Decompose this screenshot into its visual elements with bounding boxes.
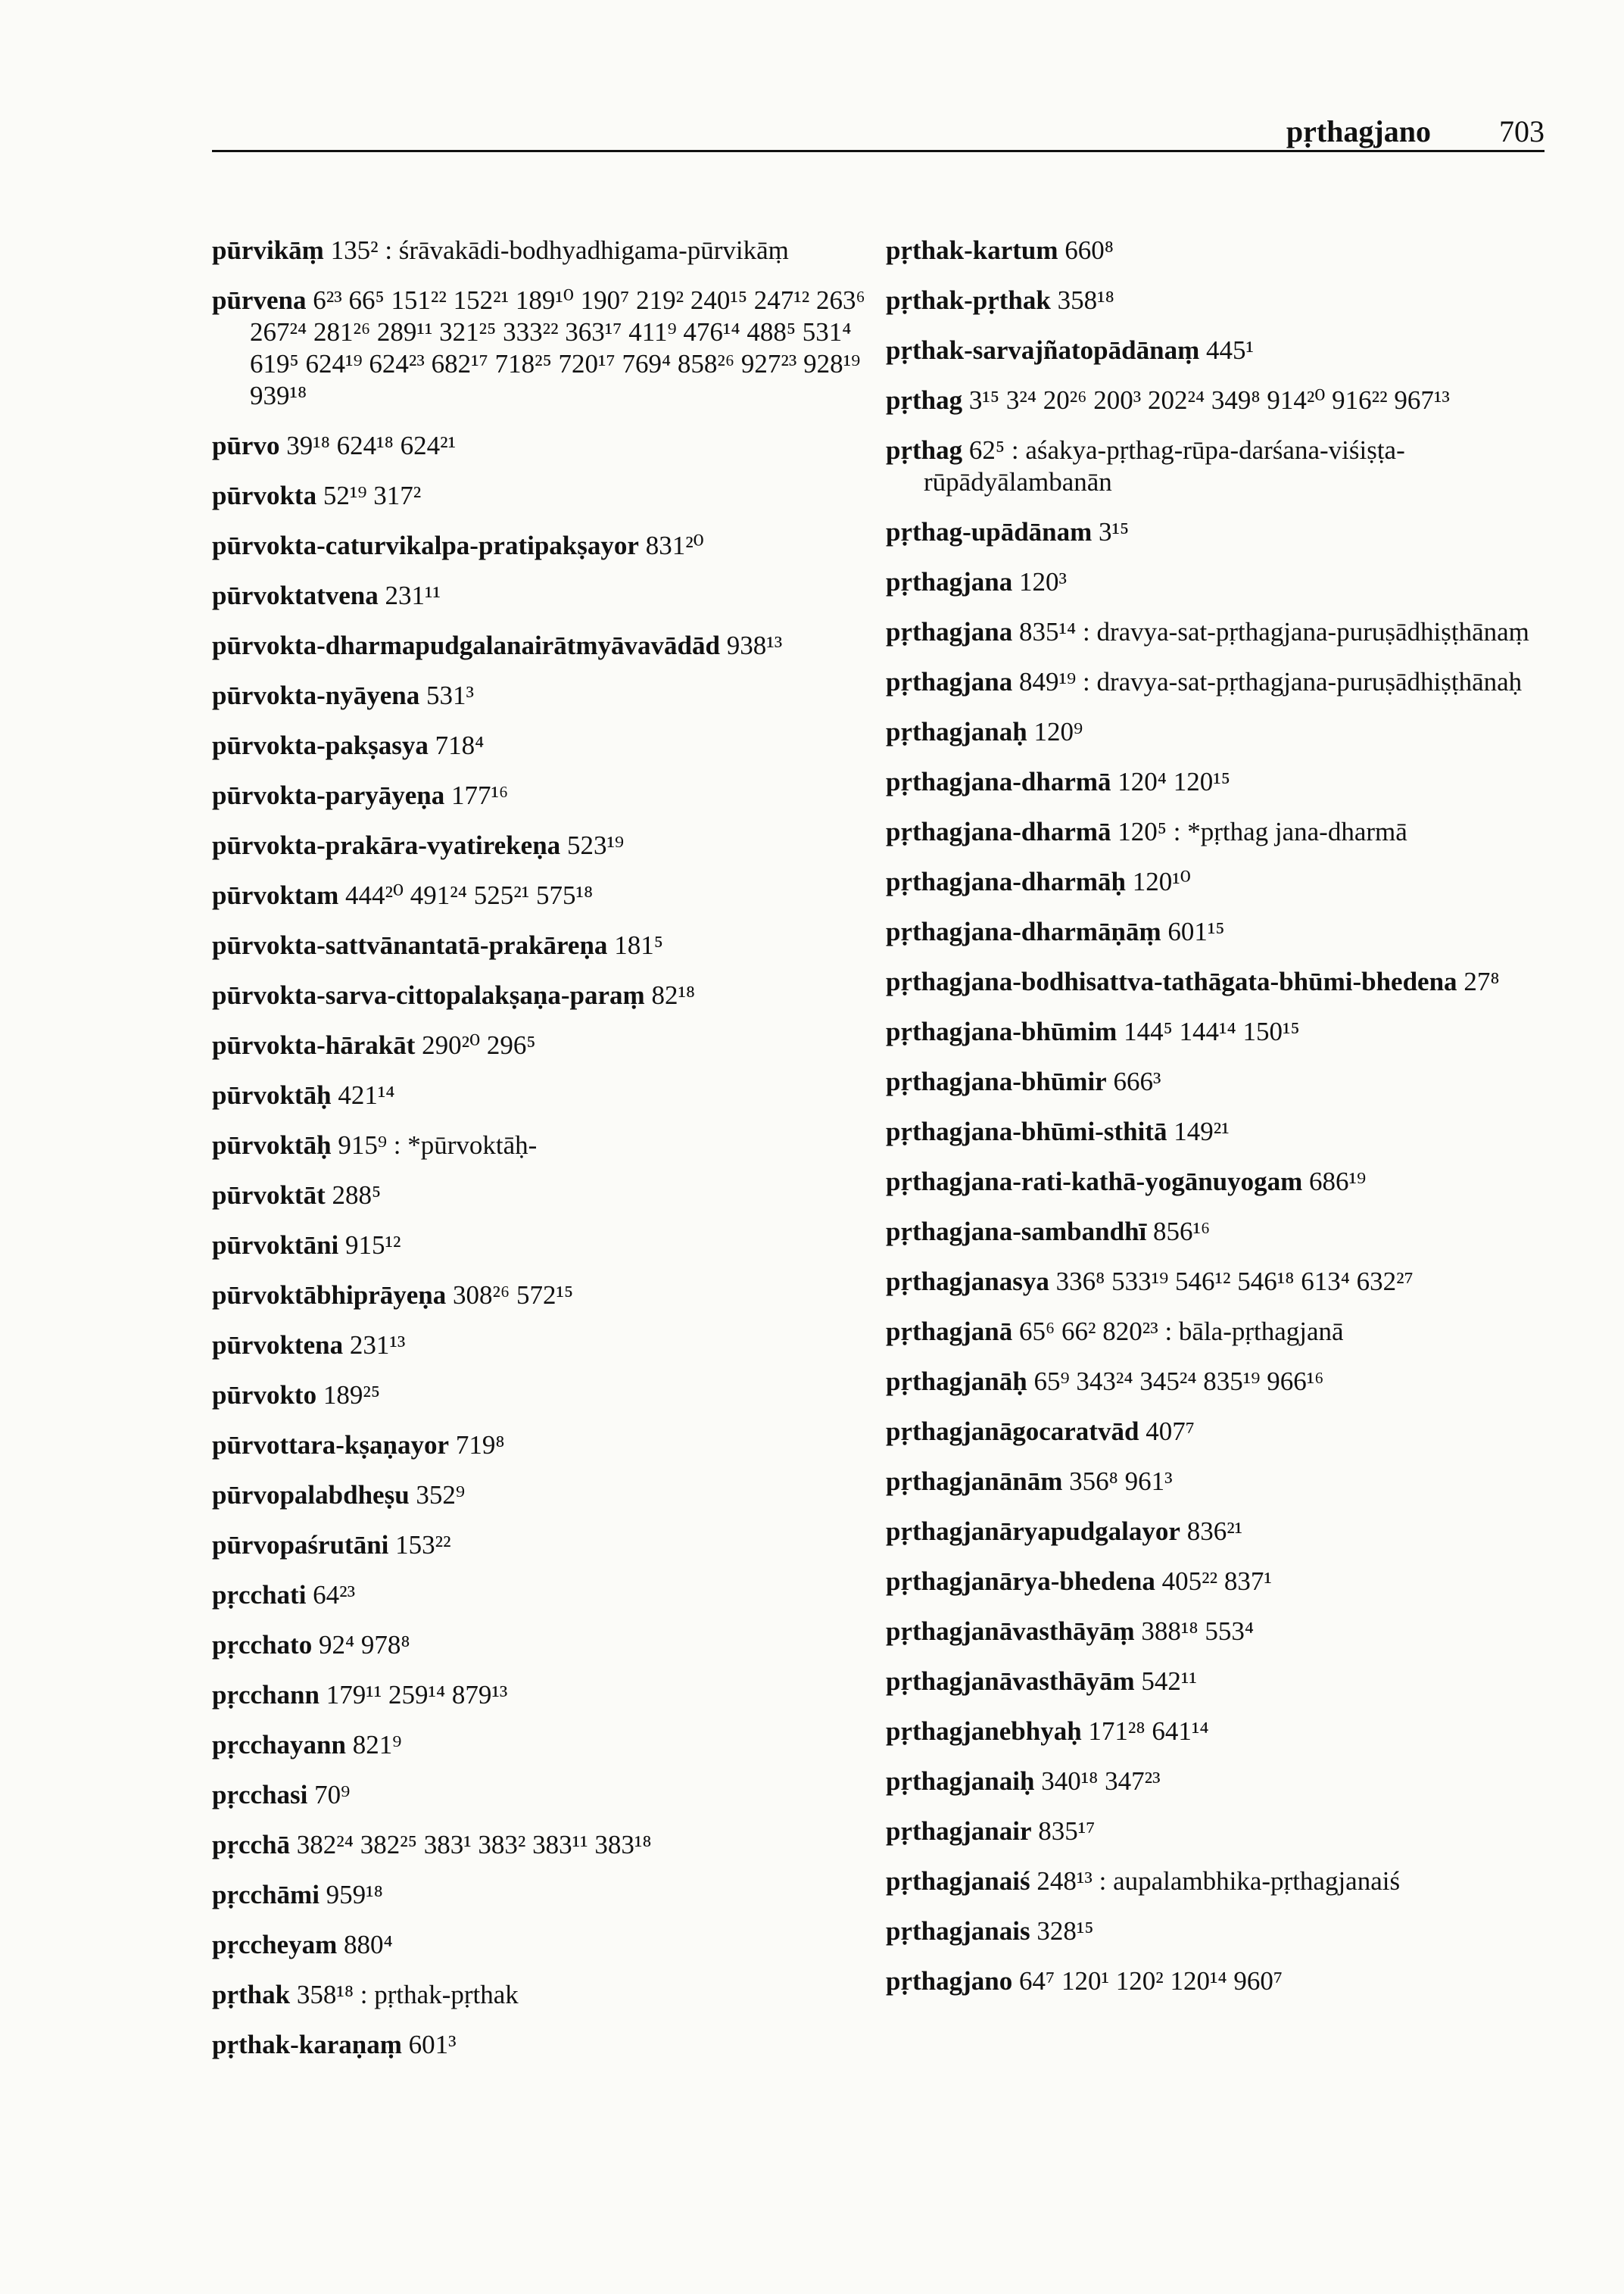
entry-references: 3¹⁵ 3²⁴ 20²⁶ 200³ 202²⁴ 349⁸ 914²⁰ 916²² 967¹³ bbox=[968, 385, 1450, 415]
index-entry: pṛthagjana 849¹⁹ : dravya-sat-pṛthagjana-puruṣādhiṣṭhānaḥ bbox=[886, 667, 1523, 697]
index-entry bbox=[886, 1266, 1582, 1298]
entry-references: 915¹² bbox=[345, 1230, 401, 1260]
entry-references: 328¹⁵ bbox=[1036, 1916, 1094, 1946]
index-entry bbox=[886, 866, 1582, 898]
page-number: 703 bbox=[1499, 114, 1545, 148]
index-entry bbox=[886, 1166, 1582, 1198]
index-entry bbox=[886, 516, 1582, 548]
entry-references: 179¹¹ 259¹⁴ 879¹³ bbox=[326, 1680, 508, 1710]
entry-headword: pṛcchato bbox=[212, 1630, 313, 1660]
entry-references: 181⁵ bbox=[614, 930, 663, 960]
entry-headword: pūrvokta-pakṣasya bbox=[212, 731, 429, 760]
entry-headword: pṛthak bbox=[212, 1980, 291, 2009]
entry-references: 835¹⁷ bbox=[1038, 1816, 1096, 1846]
entry-headword: pṛthag-upādānam bbox=[886, 517, 1093, 547]
entry-references: 836²¹ bbox=[1186, 1516, 1243, 1546]
index-entry bbox=[212, 1879, 893, 1911]
entry-headword: pṛthagjanair bbox=[886, 1816, 1032, 1846]
entry-references: 231¹¹ bbox=[385, 581, 441, 610]
entry-headword: pṛthagjanāgocaratvād bbox=[886, 1417, 1139, 1446]
entry-headword: pṛthagjanārya-bhedena bbox=[886, 1566, 1155, 1596]
index-entry bbox=[212, 980, 893, 1011]
entry-references: 880⁴ bbox=[343, 1930, 393, 1959]
entry-references: 3¹⁵ bbox=[1099, 517, 1130, 547]
index-entry bbox=[886, 916, 1582, 948]
entry-headword: pṛthak-kartum bbox=[886, 235, 1058, 265]
index-entry bbox=[886, 1915, 1582, 1947]
index-entry bbox=[886, 1516, 1582, 1548]
index-entry bbox=[212, 730, 893, 762]
index-entry bbox=[886, 1066, 1582, 1098]
entry-references: 288⁵ bbox=[332, 1180, 382, 1210]
entry-headword: pṛthagjana-bhūmi-sthitā bbox=[886, 1117, 1167, 1146]
entry-references: 915⁹ bbox=[338, 1130, 388, 1160]
entry-references: 531³ bbox=[425, 681, 474, 710]
index-entry bbox=[886, 1616, 1582, 1647]
index-entry bbox=[212, 830, 893, 862]
entry-references: 39¹⁸ 624¹⁸ 624²¹ bbox=[286, 431, 457, 460]
entry-references: 856¹⁶ bbox=[1153, 1217, 1211, 1246]
entry-references: 248¹³ bbox=[1036, 1866, 1093, 1896]
entry-cross-reference: dravya-sat-pṛthagjana-puruṣādhiṣṭhānaṃ bbox=[1096, 617, 1529, 647]
index-entry bbox=[886, 1766, 1582, 1797]
entry-references: 120¹⁰ bbox=[1132, 867, 1191, 896]
entry-references: 831²⁰ bbox=[645, 531, 704, 560]
entry-cross-reference: dravya-sat-pṛthagjana-puruṣādhiṣṭhānaḥ bbox=[1096, 667, 1523, 697]
index-entry bbox=[212, 1180, 893, 1211]
index-entry bbox=[212, 880, 893, 912]
entry-references: 65⁹ 343²⁴ 345²⁴ 835¹⁹ 966¹⁶ bbox=[1033, 1367, 1324, 1396]
index-entry: pūrvikāṃ 135² : śrāvakādi-bodhyadhigama-pūrvikāṃ bbox=[212, 235, 789, 265]
index-entry bbox=[212, 1629, 893, 1661]
entry-headword: pṛthagjanasya bbox=[886, 1267, 1049, 1296]
index-entry bbox=[886, 716, 1582, 748]
index-entry: pṛthagjanaiś 248¹³ : aupalambhika-pṛthagjanaiś bbox=[886, 1866, 1401, 1896]
entry-headword: pṛthagjanāvasthāyām bbox=[886, 1666, 1135, 1696]
entry-headword: pṛthagjana-dharmāṇāṃ bbox=[886, 917, 1161, 946]
entry-references: 382²⁴ 382²⁵ 383¹ 383² 383¹¹ 383¹⁸ bbox=[296, 1830, 652, 1859]
entry-references: 308²⁶ 572¹⁵ bbox=[453, 1280, 574, 1310]
entry-headword: pṛthagjanaiḥ bbox=[886, 1766, 1035, 1796]
entry-references: 421¹⁴ bbox=[338, 1080, 395, 1110]
entry-headword: pṛthagjanāvasthāyāṃ bbox=[886, 1616, 1135, 1646]
entry-headword: pṛthagjanaḥ bbox=[886, 717, 1027, 746]
entry-references: 64²³ bbox=[313, 1580, 356, 1610]
entry-references: 407⁷ bbox=[1146, 1417, 1195, 1446]
entry-references: 686¹⁹ bbox=[1309, 1167, 1367, 1196]
entry-references: 82¹⁸ bbox=[651, 980, 696, 1010]
entry-headword: pṛcchann bbox=[212, 1680, 320, 1710]
entry-headword: pūrvokta-caturvikalpa-pratipakṣayor bbox=[212, 531, 639, 560]
entry-headword: pṛthagjanais bbox=[886, 1916, 1030, 1946]
entry-cross-reference: bāla-pṛthagjanā bbox=[1178, 1317, 1344, 1346]
entry-references: 358¹⁸ bbox=[1057, 285, 1114, 315]
index-entry bbox=[886, 385, 1582, 416]
entry-references: 120⁵ bbox=[1117, 817, 1167, 846]
entry-headword: pṛthak-karaṇaṃ bbox=[212, 2030, 402, 2059]
entry-references: 340¹⁸ 347²³ bbox=[1041, 1766, 1161, 1796]
entry-headword: pṛcchati bbox=[212, 1580, 307, 1610]
entry-references: 938¹³ bbox=[726, 631, 783, 660]
entry-cross-reference: *pūrvoktāḥ- bbox=[407, 1130, 538, 1160]
entry-references: 601³ bbox=[408, 2030, 457, 2059]
entry-headword: pṛthagjano bbox=[886, 1966, 1013, 1996]
entry-headword: pṛthagjanebhyaḥ bbox=[886, 1716, 1082, 1746]
entry-headword: pṛthagjana bbox=[886, 617, 1013, 647]
index-entry bbox=[886, 1216, 1582, 1248]
index-entry bbox=[212, 680, 893, 712]
entry-headword: pṛthagjana-bhūmim bbox=[886, 1017, 1117, 1046]
entry-references: 120³ bbox=[1019, 567, 1067, 597]
index-entry: pūrvoktāḥ 915⁹ : *pūrvoktāḥ- bbox=[212, 1130, 538, 1160]
entry-headword: pṛthagjana-rati-kathā-yogānuyogam bbox=[886, 1167, 1303, 1196]
entry-references: 821⁹ bbox=[352, 1730, 402, 1759]
entry-headword: pṛthagjana-dharmā bbox=[886, 767, 1111, 796]
index-entry bbox=[886, 1816, 1582, 1847]
index-entry bbox=[212, 1030, 893, 1061]
entry-headword: pūrvoktāt bbox=[212, 1180, 326, 1210]
entry-references: 445¹ bbox=[1205, 335, 1254, 365]
entry-references: 135² bbox=[330, 235, 379, 265]
index-entry bbox=[212, 1579, 893, 1611]
index-entry bbox=[886, 966, 1582, 998]
entry-headword: pūrvoktam bbox=[212, 881, 339, 910]
entry-references: 144⁵ 144¹⁴ 150¹⁵ bbox=[1124, 1017, 1300, 1046]
entry-references: 336⁸ 533¹⁹ 546¹² 546¹⁸ 613⁴ 632²⁷ bbox=[1055, 1267, 1414, 1296]
index-entry bbox=[212, 285, 893, 412]
entry-references: 356⁸ 961³ bbox=[1069, 1466, 1173, 1496]
entry-references: 959¹⁸ bbox=[326, 1880, 383, 1909]
entry-references: 171²⁸ 641¹⁴ bbox=[1088, 1716, 1209, 1746]
entry-references: 523¹⁹ bbox=[566, 831, 625, 860]
entry-headword: pūrvoktāni bbox=[212, 1230, 339, 1260]
entry-headword: pṛthagjana bbox=[886, 667, 1013, 697]
index-entry bbox=[212, 1279, 893, 1311]
entry-references: 290²⁰ 296⁵ bbox=[422, 1030, 536, 1060]
entry-headword: pūrvena bbox=[212, 285, 307, 315]
entry-headword: pṛccheyam bbox=[212, 1930, 338, 1959]
entry-headword: pṛthagjanāḥ bbox=[886, 1367, 1027, 1396]
index-column-left bbox=[212, 235, 893, 2079]
index-entry: pṛthagjanā 65⁶ 66² 820²³ : bāla-pṛthagjanā bbox=[886, 1317, 1344, 1346]
entry-headword: pṛthagjanaiś bbox=[886, 1866, 1030, 1896]
index-entry bbox=[886, 1965, 1582, 1997]
index-entry: pṛthag 62⁵ : aśakya-pṛthag-rūpa-darśana-viśiṣṭa-rūpādyālambanān bbox=[886, 435, 1405, 497]
entry-references: 27⁸ bbox=[1463, 967, 1500, 996]
index-entry: pṛthagjana-dharmā 120⁵ : *pṛthag jana-dharmā bbox=[886, 817, 1407, 846]
index-entry bbox=[886, 235, 1582, 266]
index-entry bbox=[212, 1929, 893, 1961]
index-entry bbox=[886, 285, 1582, 316]
index-entry bbox=[886, 766, 1582, 798]
entry-headword: pṛcchāmi bbox=[212, 1880, 320, 1909]
index-column-right bbox=[886, 235, 1582, 2015]
entry-headword: pṛthagjana-dharmāḥ bbox=[886, 867, 1126, 896]
entry-references: 92⁴ 978⁸ bbox=[318, 1630, 410, 1660]
entry-headword: pūrvo bbox=[212, 431, 280, 460]
entry-headword: pūrvopaśrutāni bbox=[212, 1530, 389, 1560]
entry-references: 719⁸ bbox=[455, 1430, 505, 1460]
entry-headword: pūrvikāṃ bbox=[212, 235, 324, 265]
entry-references: 177¹⁶ bbox=[451, 781, 509, 810]
entry-headword: pūrvopalabdheṣu bbox=[212, 1480, 410, 1510]
entry-headword: pūrvokta bbox=[212, 481, 317, 510]
index-entry: pṛthak 358¹⁸ : pṛthak-pṛthak bbox=[212, 1980, 519, 2009]
entry-headword: pūrvoktatvena bbox=[212, 581, 379, 610]
entry-headword: pūrvokta-sarva-cittopalakṣaṇa-paraṃ bbox=[212, 980, 645, 1010]
index-entry bbox=[212, 1679, 893, 1711]
index-entry bbox=[212, 1080, 893, 1111]
entry-references: 6²³ 66⁵ 151²² 152²¹ 189¹⁰ 190⁷ 219² 240¹⁵ 247¹² 263⁶ 267²⁴ 281²⁶ 289¹¹ 321²⁵ 333²² 363¹⁷ 411⁹ 476¹⁴ 488⁵ 531⁴ 619⁵ 624¹⁹ 624²³ 682¹⁷ 718²⁵ 720¹⁷ 769⁴ 858²⁶ 927²³ 928¹⁹ 939¹⁸ bbox=[250, 285, 865, 410]
entry-references: 153²² bbox=[395, 1530, 451, 1560]
entry-references: 444²⁰ 491²⁴ 525²¹ 575¹⁸ bbox=[345, 881, 594, 910]
entry-references: 120⁴ 120¹⁵ bbox=[1117, 767, 1230, 796]
entry-cross-reference: śrāvakādi-bodhyadhigama-pūrvikāṃ bbox=[398, 235, 789, 265]
entry-headword: pūrvoktābhiprāyeṇa bbox=[212, 1280, 447, 1310]
entry-references: 358¹⁸ bbox=[296, 1980, 354, 2009]
index-entry bbox=[212, 1529, 893, 1561]
index-entry bbox=[212, 1230, 893, 1261]
entry-headword: pṛcchasi bbox=[212, 1780, 308, 1809]
index-entry bbox=[886, 1366, 1582, 1398]
index-entry bbox=[886, 335, 1582, 366]
index-entry bbox=[886, 1666, 1582, 1697]
entry-headword: pṛthagjana-sambandhī bbox=[886, 1217, 1147, 1246]
index-entry bbox=[212, 1729, 893, 1761]
entry-cross-reference: *pṛthag jana-dharmā bbox=[1187, 817, 1407, 846]
index-entry bbox=[212, 1429, 893, 1461]
entry-references: 64⁷ 120¹ 120² 120¹⁴ 960⁷ bbox=[1019, 1966, 1283, 1996]
entry-references: 52¹⁹ 317² bbox=[323, 481, 422, 510]
entry-headword: pṛthagjana-bhūmir bbox=[886, 1067, 1107, 1096]
entry-cross-reference: aśakya-pṛthag-rūpa-darśana-viśiṣṭa-rūpādyālambanān bbox=[924, 435, 1405, 497]
index-entry bbox=[212, 480, 893, 512]
entry-headword: pṛcchā bbox=[212, 1830, 291, 1859]
entry-headword: pṛthagjanānām bbox=[886, 1466, 1063, 1496]
entry-headword: pūrvokta-sattvānantatā-prakāreṇa bbox=[212, 930, 608, 960]
entry-headword: pūrvokta-prakāra-vyatirekeṇa bbox=[212, 831, 561, 860]
entry-cross-reference: aupalambhika-pṛthagjanaiś bbox=[1113, 1866, 1401, 1896]
entry-references: 835¹⁴ bbox=[1019, 617, 1077, 647]
index-entry bbox=[212, 630, 893, 662]
entry-headword: pṛthag bbox=[886, 435, 963, 465]
index-entry bbox=[886, 1466, 1582, 1498]
entry-headword: pūrvokta-hārakāt bbox=[212, 1030, 416, 1060]
entry-references: 405²² 837¹ bbox=[1161, 1566, 1272, 1596]
index-entry bbox=[212, 2029, 893, 2061]
entry-headword: pūrvoktena bbox=[212, 1330, 344, 1360]
index-entry bbox=[886, 1416, 1582, 1448]
index-entry bbox=[212, 780, 893, 812]
entry-headword: pūrvokta-nyāyena bbox=[212, 681, 420, 710]
entry-references: 189²⁵ bbox=[323, 1380, 381, 1410]
entry-headword: pṛthagjanāryapudgalayor bbox=[886, 1516, 1180, 1546]
entry-references: 120⁹ bbox=[1033, 717, 1083, 746]
index-entry bbox=[212, 530, 893, 562]
entry-headword: pṛthagjana-bodhisattva-tathāgata-bhūmi-bhedena bbox=[886, 967, 1457, 996]
index-entry bbox=[212, 930, 893, 962]
entry-references: 352⁹ bbox=[416, 1480, 466, 1510]
entry-headword: pūrvokta-dharmapudgalanairātmyāvavādād bbox=[212, 631, 720, 660]
entry-headword: pūrvottara-kṣaṇayor bbox=[212, 1430, 450, 1460]
entry-references: 601¹⁵ bbox=[1167, 917, 1225, 946]
entry-headword: pṛthagjana bbox=[886, 567, 1013, 597]
entry-references: 70⁹ bbox=[314, 1780, 351, 1809]
index-entry bbox=[886, 1566, 1582, 1597]
entry-references: 231¹³ bbox=[349, 1330, 406, 1360]
entry-references: 149²¹ bbox=[1174, 1117, 1230, 1146]
index-entry bbox=[212, 1479, 893, 1511]
entry-headword: pūrvokta-paryāyeṇa bbox=[212, 781, 445, 810]
entry-references: 660⁸ bbox=[1064, 235, 1114, 265]
entry-references: 542¹¹ bbox=[1141, 1666, 1197, 1696]
index-entry bbox=[212, 1329, 893, 1361]
entry-headword: pṛthak-pṛthak bbox=[886, 285, 1051, 315]
index-entry bbox=[886, 1716, 1582, 1747]
entry-headword: pṛthag bbox=[886, 385, 963, 415]
index-entry bbox=[212, 1379, 893, 1411]
entry-headword: pṛthak-sarvajñatopādānaṃ bbox=[886, 335, 1200, 365]
entry-headword: pṛcchayann bbox=[212, 1730, 346, 1759]
entry-headword: pūrvoktāḥ bbox=[212, 1080, 332, 1110]
entry-references: 666³ bbox=[1113, 1067, 1161, 1096]
entry-references: 849¹⁹ bbox=[1019, 667, 1077, 697]
index-entry: pṛthagjana 835¹⁴ : dravya-sat-pṛthagjana-puruṣādhiṣṭhānaṃ bbox=[886, 617, 1529, 647]
index-entry bbox=[886, 1116, 1582, 1148]
index-entry bbox=[212, 1779, 893, 1811]
entry-headword: pṛthagjanā bbox=[886, 1317, 1013, 1346]
entry-references: 718⁴ bbox=[435, 731, 485, 760]
running-head-word: pṛthagjano bbox=[1286, 114, 1431, 148]
running-head bbox=[212, 114, 1545, 152]
entry-references: 388¹⁸ 553⁴ bbox=[1141, 1616, 1255, 1646]
index-entry bbox=[886, 1016, 1582, 1048]
index-entry bbox=[886, 566, 1582, 598]
index-entry bbox=[212, 430, 893, 462]
index-entry bbox=[212, 1829, 893, 1861]
entry-references: 62⁵ bbox=[968, 435, 1005, 465]
entry-headword: pṛthagjana-dharmā bbox=[886, 817, 1111, 846]
entry-references: 65⁶ 66² 820²³ bbox=[1019, 1317, 1158, 1346]
entry-cross-reference: pṛthak-pṛthak bbox=[374, 1980, 519, 2009]
index-entry bbox=[212, 580, 893, 612]
entry-headword: pūrvoktāḥ bbox=[212, 1130, 332, 1160]
entry-headword: pūrvokto bbox=[212, 1380, 317, 1410]
